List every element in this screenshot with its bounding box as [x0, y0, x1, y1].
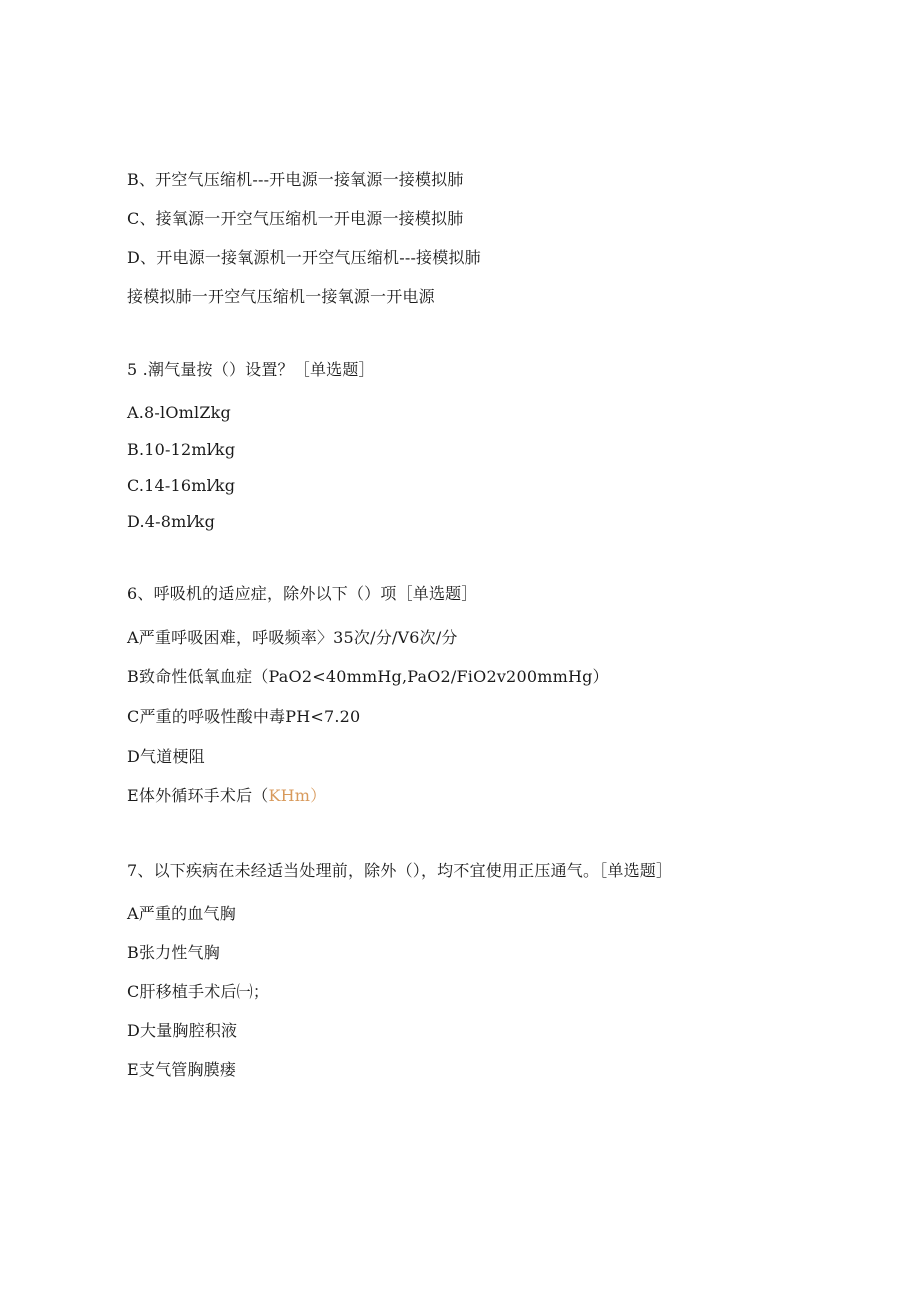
- q6-option-c: C严重的呼吸性酸中毒PH<7.20: [127, 707, 361, 726]
- q6-option-e-prefix: E体外循环手术后（: [127, 786, 269, 805]
- q4-option-c: C、接氧源一开空气压缩机一开电源一接模拟肺: [127, 209, 464, 228]
- q5-option-d: D.4-8ml⁄kg: [127, 512, 216, 531]
- q4-option-e: 接模拟肺一开空气压缩机一接氧源一开电源: [127, 287, 435, 306]
- q6-option-d: D气道梗阻: [127, 747, 205, 766]
- q7-question-text: 7、以下疾病在未经适当处理前，除外（），均不宜使用正压通气。［单选题］: [127, 861, 673, 880]
- q6-option-a: A严重呼吸困难，呼吸频率〉35次/分/V6次/分: [127, 628, 458, 647]
- q6-option-b: B致命性低氧血症（PaO2<40mmHg,PaO2/FiO2v200mmHg）: [127, 667, 609, 686]
- q6-option-e-answer: KHm: [268, 786, 311, 805]
- q7-option-c: C肝移植手术后㈠；: [127, 982, 270, 1001]
- q6-question-text: 6、呼吸机的适应症，除外以下（）项［单选题］: [127, 584, 478, 603]
- q5-question-text: 5 .潮气量按（）设置？［单选题］: [127, 360, 375, 379]
- q6-option-e-suffix: ）: [310, 786, 327, 805]
- q7-option-d: D大量胸腔积液: [127, 1021, 238, 1040]
- q7-option-a: A严重的血气胸: [127, 904, 236, 923]
- q6-option-e: [127, 786, 326, 806]
- q5-option-a: A.8-lOmlZkg: [127, 403, 232, 422]
- q5-option-b: B.10-12ml⁄kg: [127, 440, 236, 459]
- q4-option-d: D、开电源一接氧源机一开空气压缩机---接模拟肺: [127, 248, 481, 267]
- q5-option-c: C.14-16ml⁄kg: [127, 476, 236, 495]
- q7-option-e: E支气管胸膜瘘: [127, 1060, 237, 1079]
- q7-option-b: B张力性气胸: [127, 943, 220, 962]
- q4-option-b: B、开空气压缩机---开电源一接氧源一接模拟肺: [127, 170, 464, 189]
